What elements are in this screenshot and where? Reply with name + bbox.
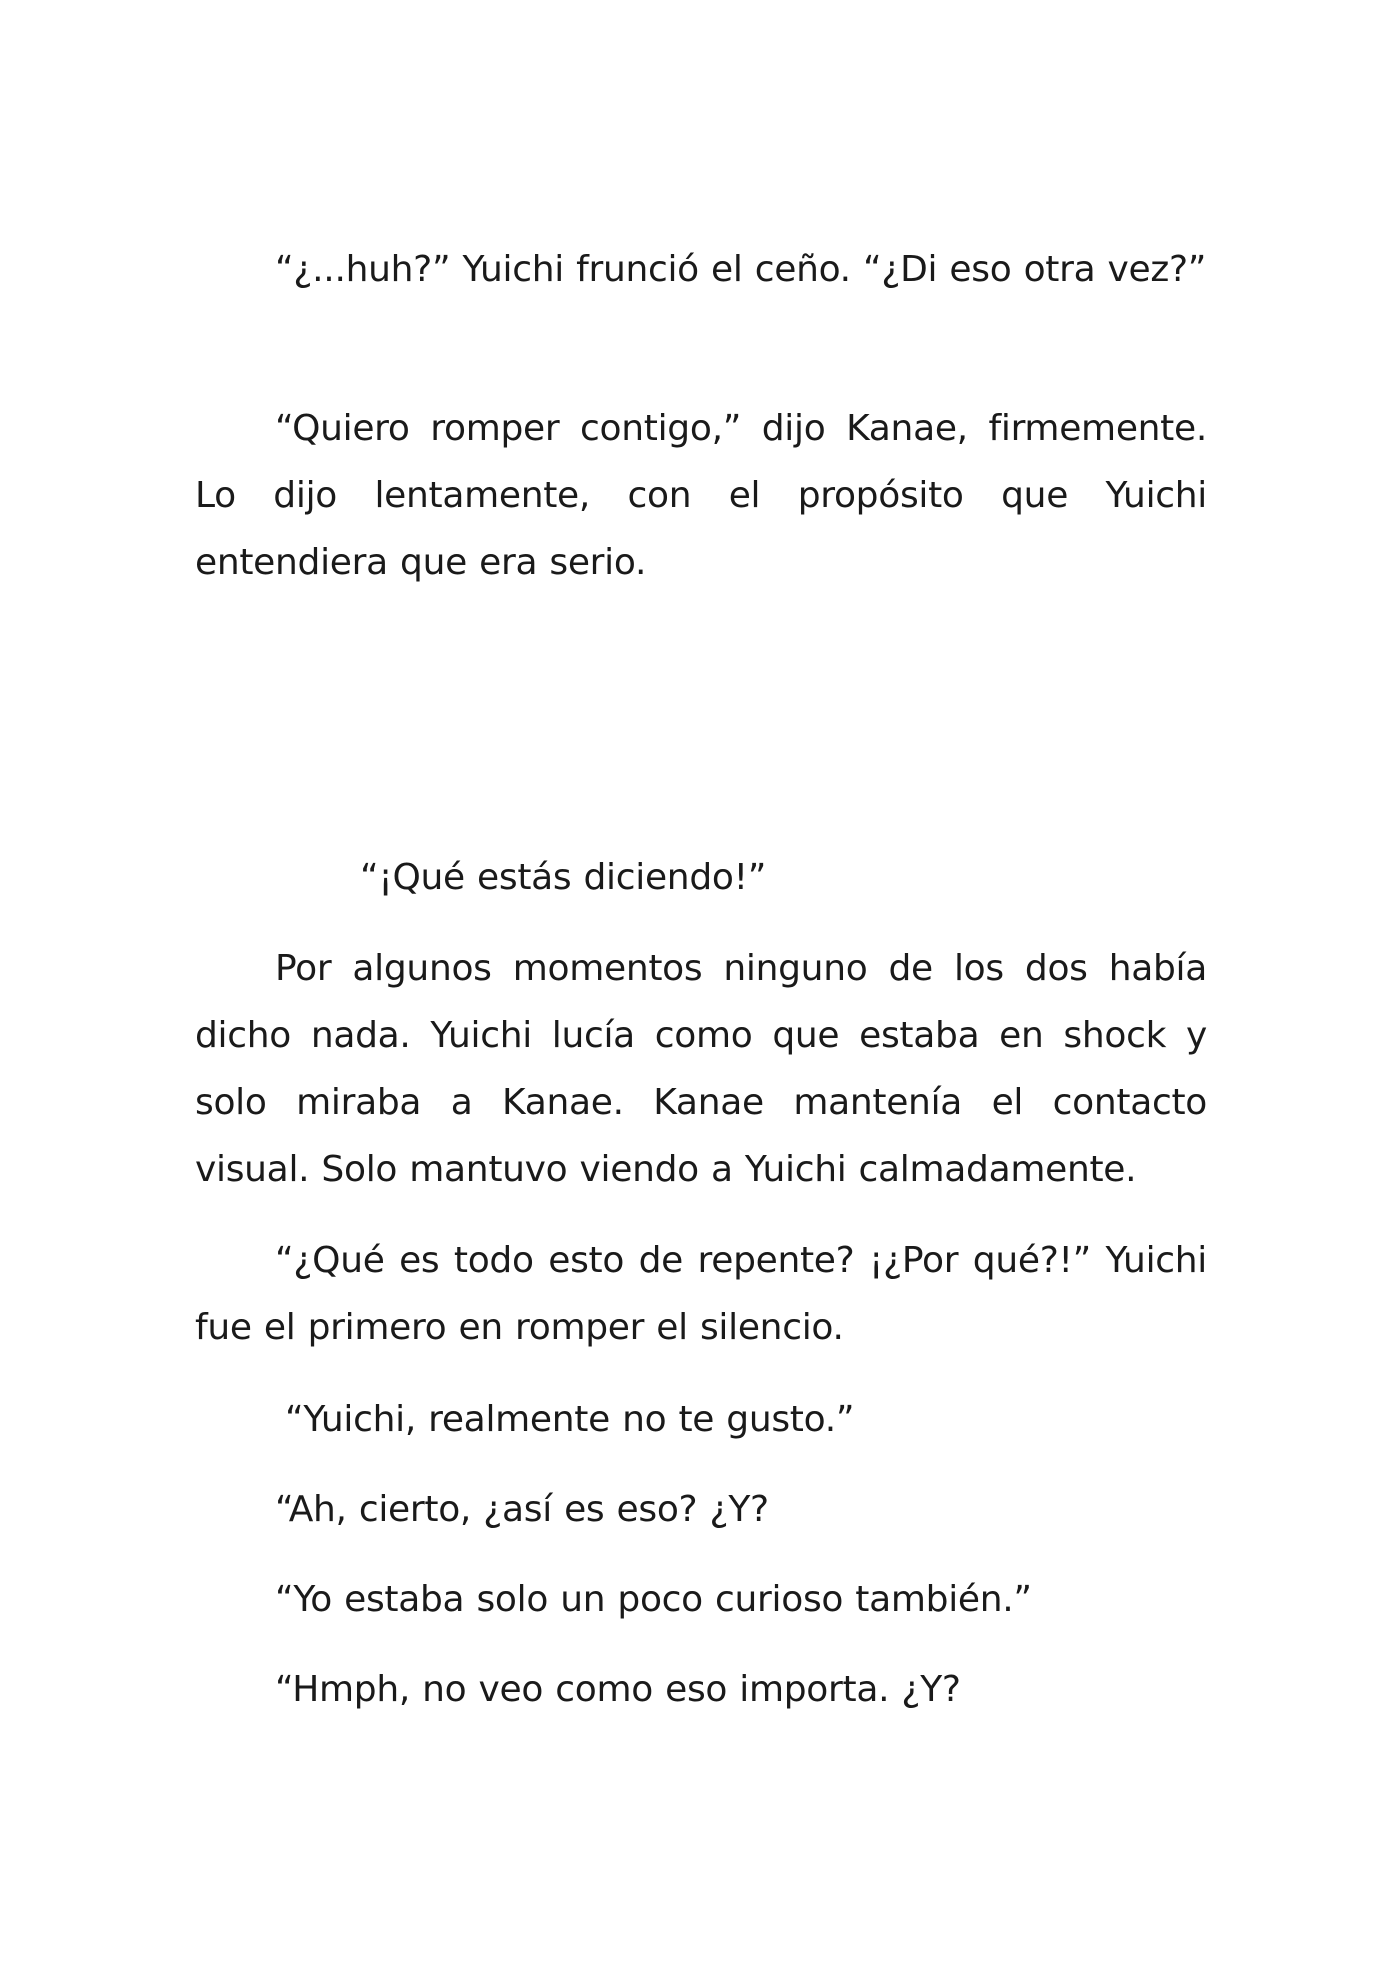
paragraph: “¡Qué estás diciendo!” (360, 857, 767, 898)
paragraph: “¿...huh?” Yuichi frunció el ceño. “¿Di eso otra vez?” (275, 249, 1207, 290)
paragraph: “Yo estaba solo un poco curioso también.” (275, 1579, 1032, 1620)
paragraph: Por algunos momentos ninguno de los dos había dicho nada. Yuichi lucía como que estaba en shock y solo miraba a Kanae. Kanae mantenía el contacto visual. Solo mantuvo viendo a Yuichi calmadamente. (195, 948, 1207, 1190)
paragraph: “Quiero romper contigo,” dijo Kanae, firmemente. Lo dijo lentamente, con el propósito que Yuichi entendiera que era serio. (195, 408, 1207, 583)
paragraph: “Yuichi, realmente no te gusto.” (285, 1399, 855, 1440)
paragraph: “Ah, cierto, ¿así es eso? ¿Y? (275, 1489, 769, 1530)
paragraph: “¿Qué es todo esto de repente? ¡¿Por qué?!” Yuichi fue el primero en romper el silencio. (195, 1240, 1207, 1348)
paragraph: “Hmph, no veo como eso importa. ¿Y? (275, 1669, 961, 1710)
